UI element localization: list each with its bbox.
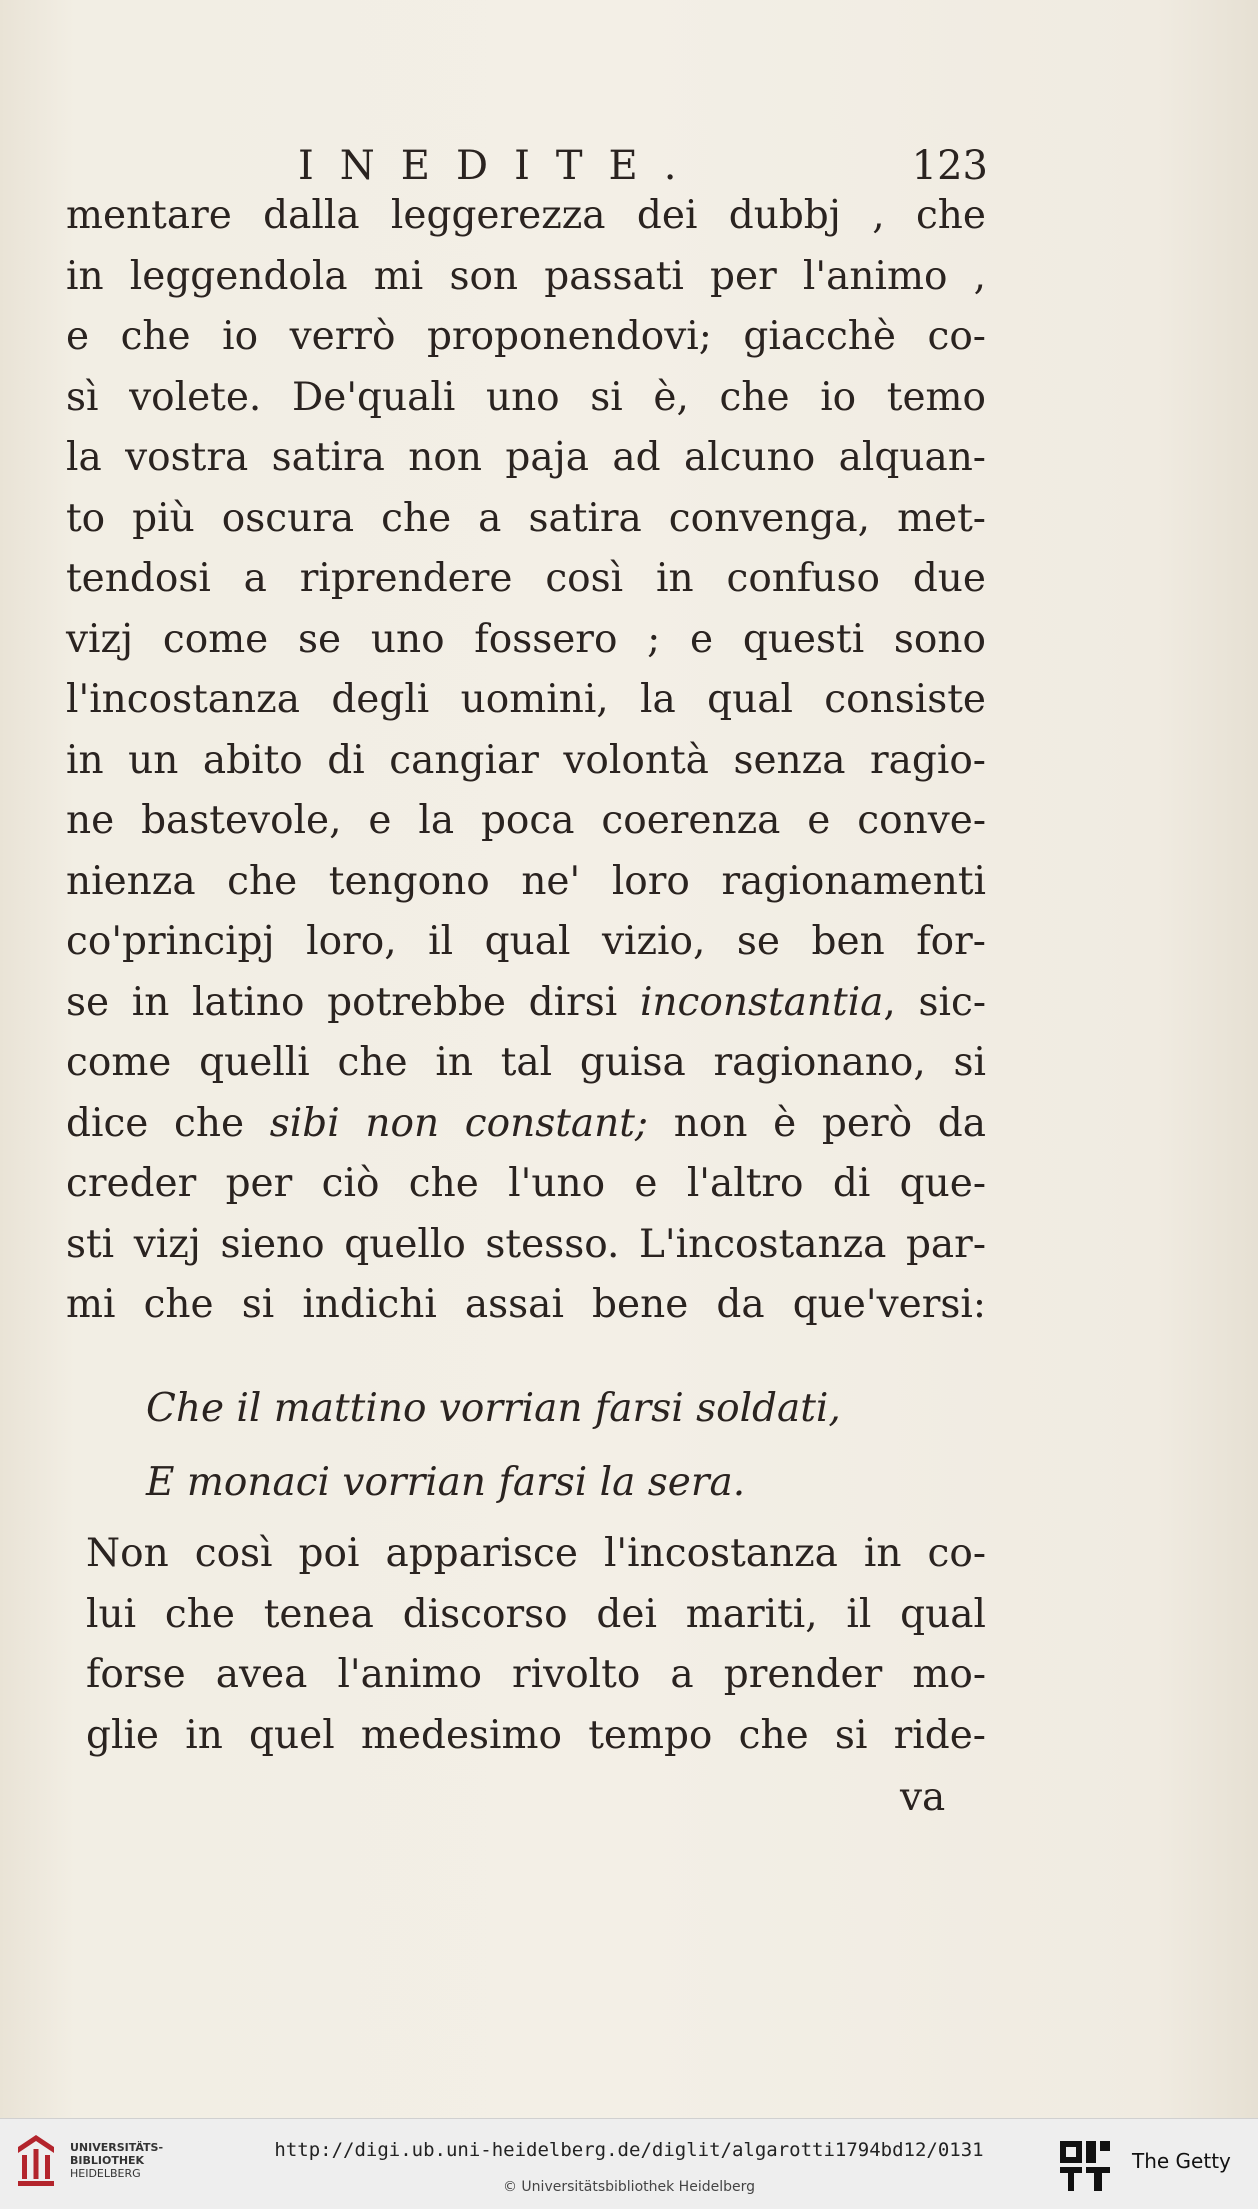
text-fragment: se in latino potrebbe dirsi: [66, 979, 640, 1025]
italic-phrase: inconstantia: [639, 979, 884, 1025]
text-line: mentare dalla leggerezza dei dubbj , che: [66, 193, 986, 238]
verse-quote: [146, 1372, 946, 1520]
text-line: sti vizj sieno quello stesso. L'incostanza par-: [66, 1221, 986, 1267]
verse-line: Che il mattino vorrian farsi soldati,: [146, 1386, 841, 1431]
text-fragment: non è però da: [648, 1100, 986, 1146]
paragraph-2: [86, 1524, 986, 1766]
page-number: 123: [911, 143, 988, 189]
text-line: co'principj loro, il qual vizio, se ben for-: [66, 919, 986, 964]
text-line: sì volete. De'quali uno si è, che io temo: [66, 374, 986, 420]
text-line: l'incostanza degli uomini, la qual consiste: [66, 677, 986, 722]
text-line: glie in quel medesimo tempo che si ride-: [86, 1712, 986, 1758]
text-line: lui che tenea discorso dei mariti, il qual: [86, 1591, 986, 1637]
text-line: nienza che tengono ne' loro ragionamenti: [66, 858, 986, 904]
permalink-url[interactable]: http://digi.ub.uni-heidelberg.de/diglit/algarotti1794bd12/0131: [274, 2139, 984, 2161]
getty-logo-icon[interactable]: [1058, 2139, 1112, 2193]
italic-phrase: sibi non constant;: [269, 1100, 649, 1146]
partner-name: The Getty: [1132, 2149, 1231, 2173]
text-line: in un abito di cangiar volontà senza ragio-: [66, 737, 986, 783]
text-line: e che io verrò proponendovi; giacchè co-: [66, 314, 986, 359]
text-fragment: dice che: [66, 1100, 270, 1146]
text-line-italic-phrase: [66, 973, 986, 1034]
text-line: come quelli che in tal guisa ragionano, si: [66, 1040, 986, 1085]
text-line: creder per ciò che l'uno e l'altro di que-: [66, 1161, 986, 1206]
verse-line: E monaci vorrian farsi la sera.: [146, 1460, 746, 1505]
text-line: to più oscura che a satira convenga, met-: [66, 495, 986, 541]
text-fragment: , sic-: [883, 979, 986, 1025]
library-name-line: UNIVERSITÄTS-: [70, 2141, 164, 2154]
paragraph-1: [66, 186, 986, 1336]
text-line: Non così poi apparisce l'incostanza in co-: [86, 1531, 986, 1576]
running-title: INEDITE.: [298, 143, 703, 189]
text-line: ne bastevole, e la poca coerenza e conve-: [66, 798, 986, 843]
text-line: forse avea l'animo rivolto a prender mo-: [86, 1652, 986, 1697]
text-line: in leggendola mi son passati per l'animo ,: [66, 253, 986, 299]
footer-bar: [0, 2118, 1258, 2209]
text-line: vizj come se uno fossero ; e questi sono: [66, 616, 986, 662]
catchword: va: [900, 1775, 946, 1820]
library-name-line: BIBLIOTHEK: [70, 2154, 145, 2167]
library-name-line: HEIDELBERG: [70, 2167, 141, 2180]
copyright-notice: © Universitätsbibliothek Heidelberg: [502, 2179, 755, 2195]
text-line: la vostra satira non paja ad alcuno alquan-: [66, 435, 986, 480]
text-line: tendosi a riprendere così in confuso due: [66, 556, 986, 601]
text-line: mi che si indichi assai bene da que'versi:: [66, 1282, 986, 1327]
text-line-italic-phrase: [66, 1094, 986, 1155]
